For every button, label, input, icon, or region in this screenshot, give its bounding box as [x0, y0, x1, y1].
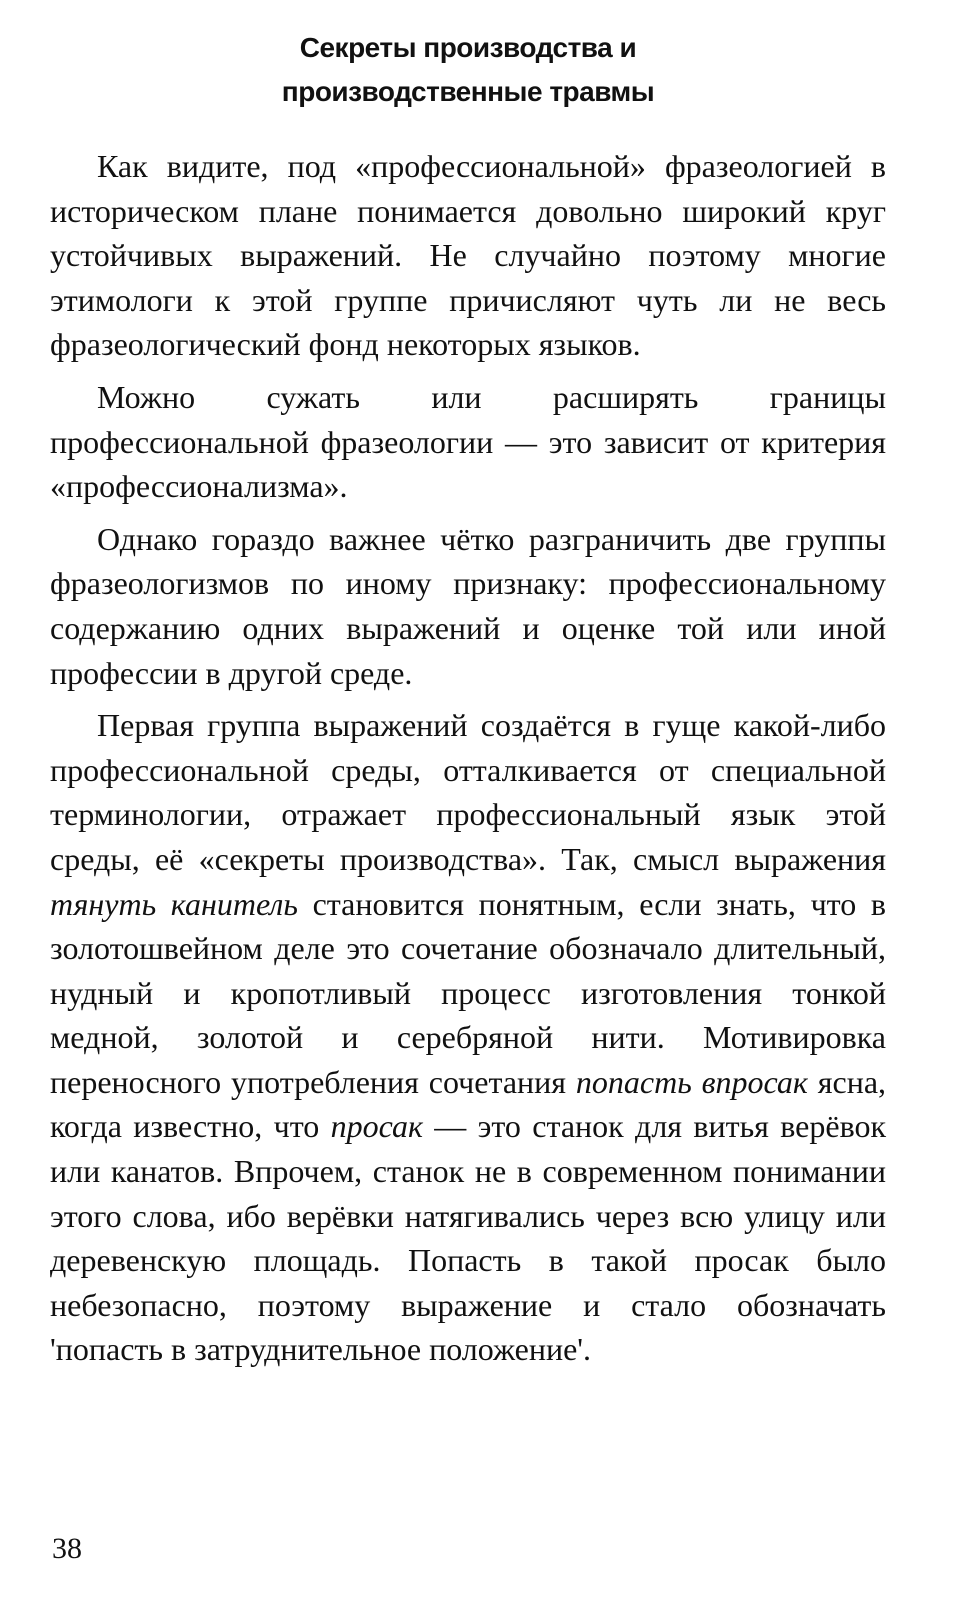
section-heading-line-1: Секреты производства и [299, 32, 637, 63]
idiom-popast-vprosak: попасть впросак [575, 1063, 808, 1100]
paragraph-4-part-2: становится понятным, если знать, что в золотошвейном деле это сочетание обозначало длительный, нудный и кропотливый процесс изготовления тонкой медной, золотой и серебряной нити. Мотивировка переносного употребления сочетания [50, 885, 887, 1100]
paragraph-4 [50, 703, 886, 1372]
body-text [50, 144, 886, 1372]
section-heading [50, 26, 886, 114]
term-prosak: просак [330, 1108, 423, 1145]
paragraph-2: Можно сужать или расширять границы профессиональной фразеологии — это зависит от критерия «профессионализма». [50, 378, 886, 505]
paragraph-4-part-3: ясна, когда известно, что [50, 1063, 887, 1145]
paragraph-3: Однако гораздо важнее чётко разграничить две группы фразеологизмов по иному признаку: профессиональному содержанию одних выражений и оценке той или иной профессии в другой среде. [50, 520, 886, 691]
page-number: 38 [52, 1532, 82, 1565]
paragraph-1: Как видите, под «профессиональной» фразеологией в историческом плане понимается довольно широкий круг устойчивых выражений. Не случайно поэтому многие этимологи к этой группе причисляют чуть ли не весь фразеологический фонд некоторых языков. [50, 148, 886, 363]
idiom-tyanut-kanitel: тянуть канитель [50, 885, 298, 922]
book-page [50, 26, 886, 1380]
paragraph-4-part-4: — это станок для витья верёвок или канатов. Впрочем, станок не в современном понимании этого слова, ибо верёвки натягивались через всю улицу или деревенскую площадь. Попасть в такой просак было небезопасно, поэтому выражение и стало обозначать 'попасть в затруднительное положение'. [50, 1108, 887, 1368]
section-heading-line-2: производственные травмы [281, 76, 655, 107]
paragraph-4-part-1: Первая группа выражений создаётся в гуще какой-либо профессиональной среды, отталкивается от специальной терминологии, отражает профессиональный язык этой среды, её «секреты производства». Так, смысл выражения [50, 707, 886, 877]
